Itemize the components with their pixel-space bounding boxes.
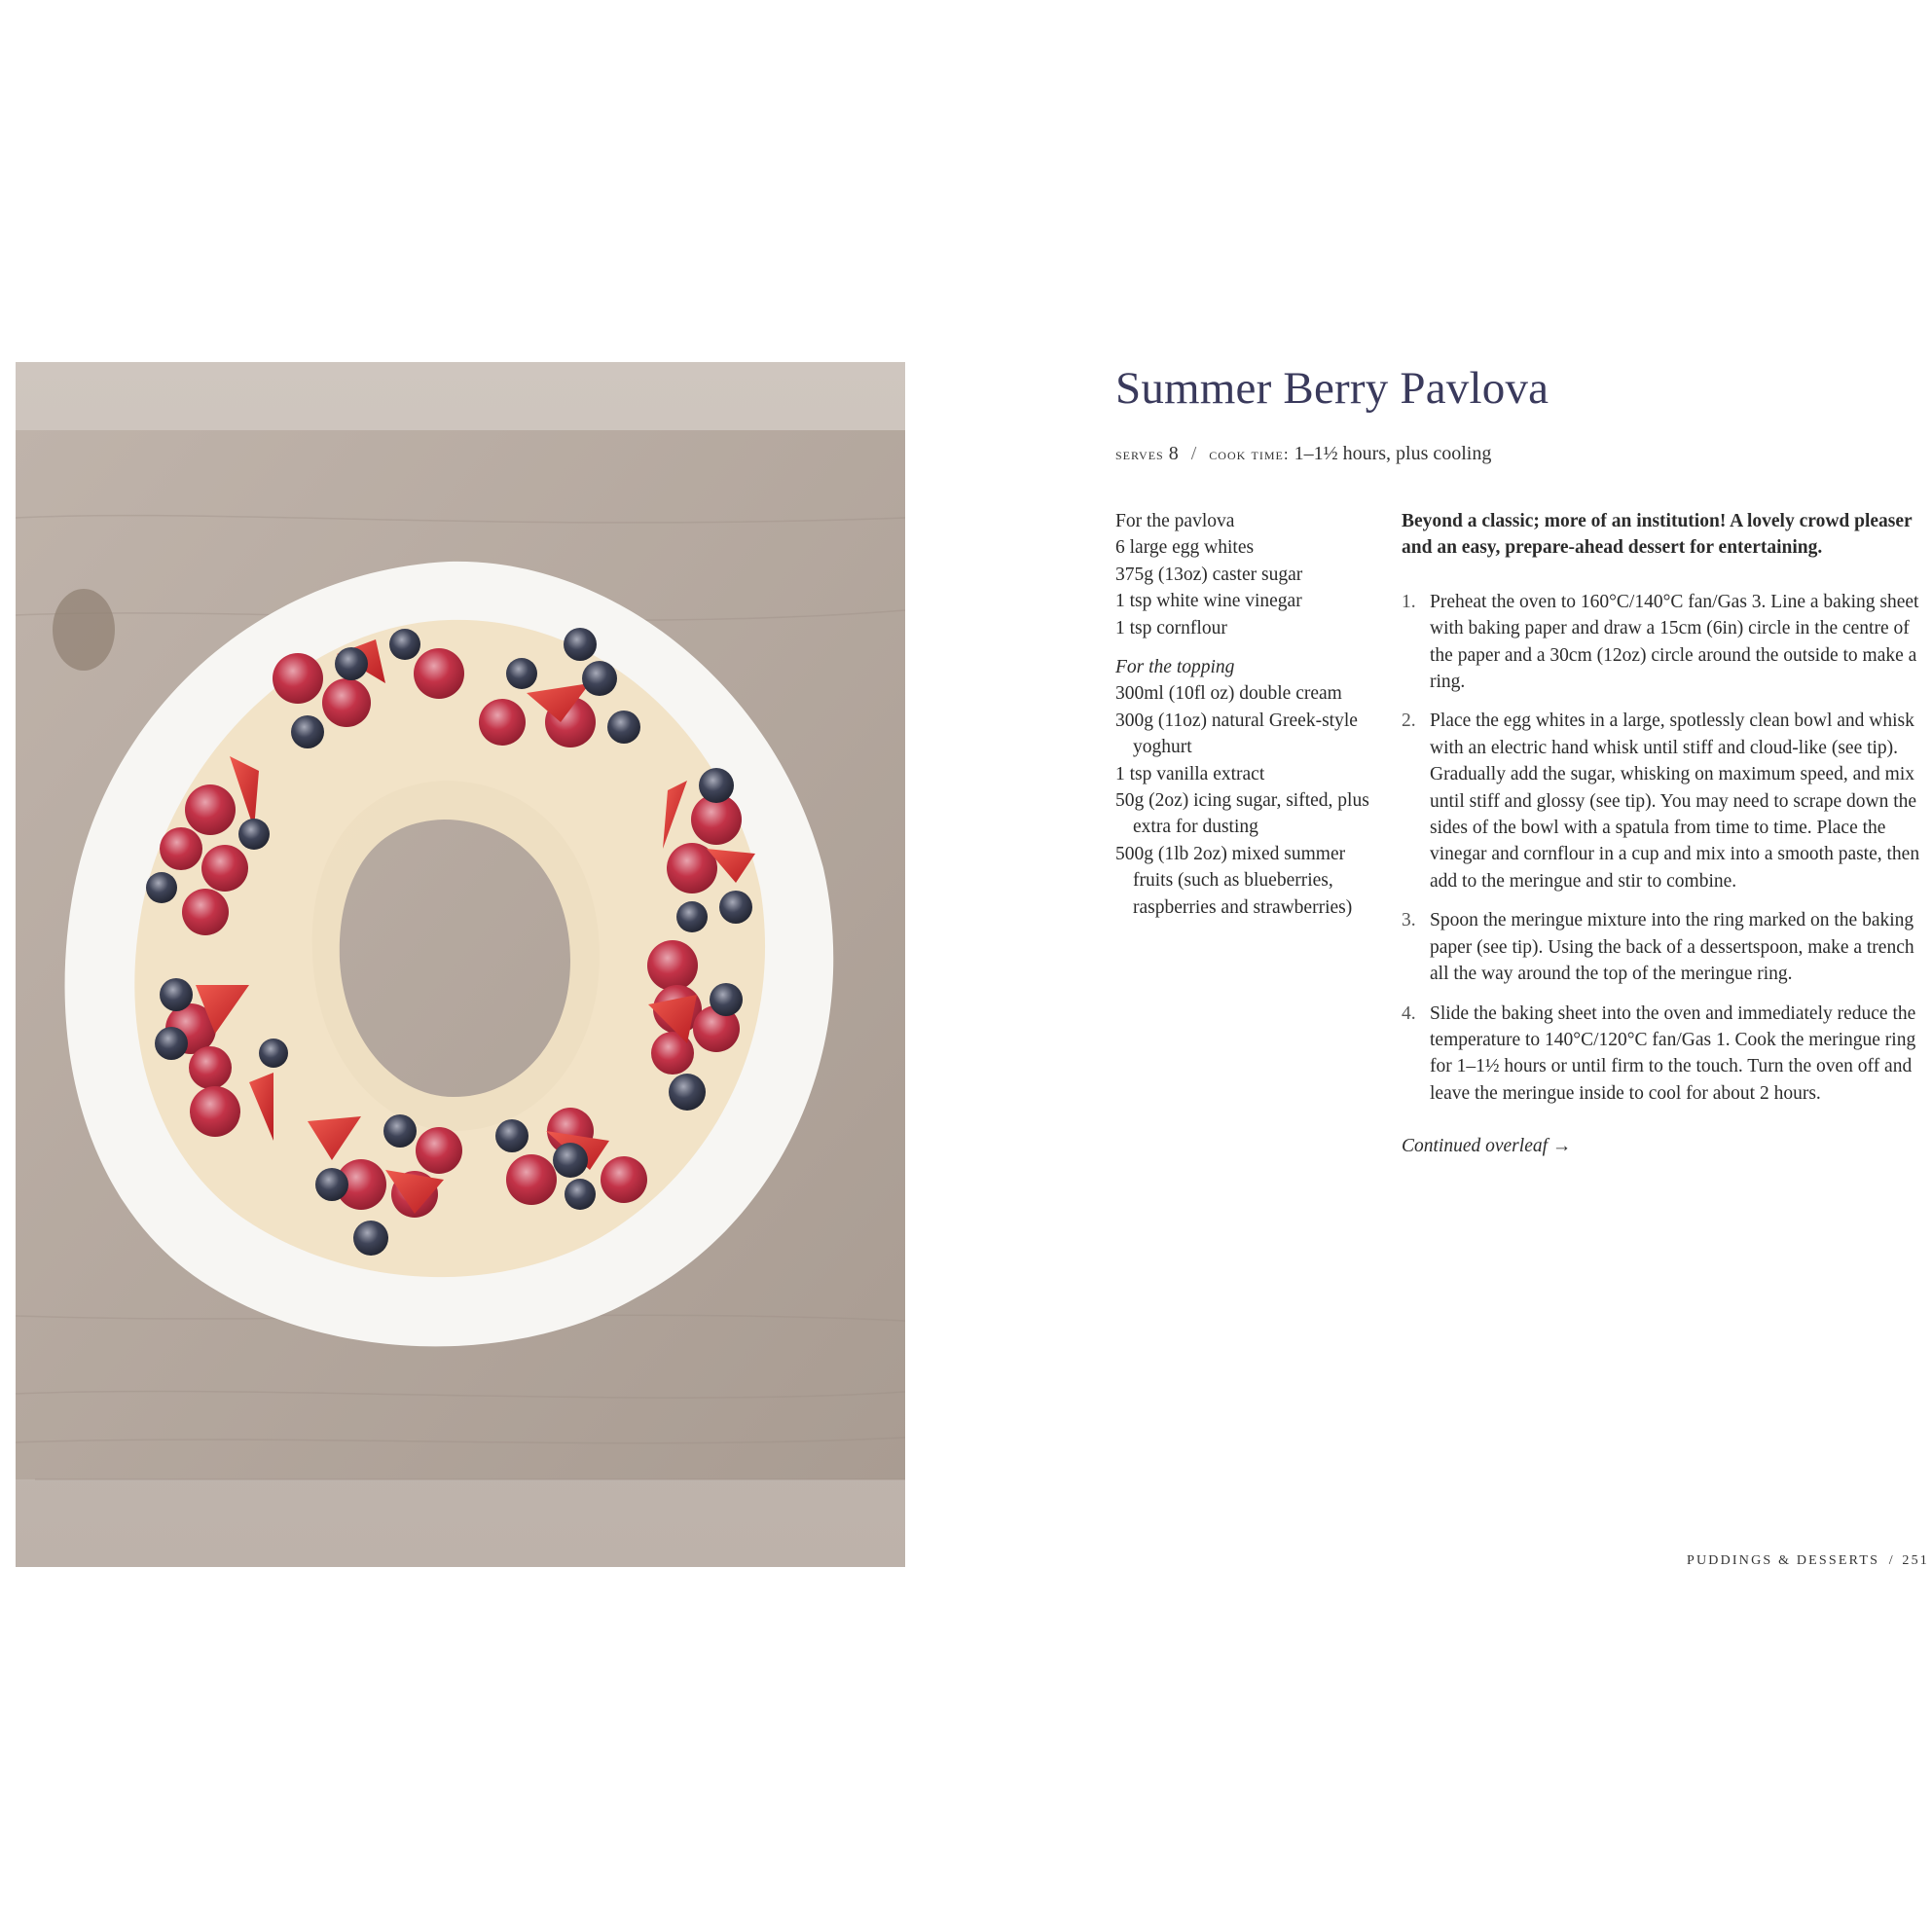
ingredient-group-topping (1115, 654, 1378, 921)
footer-separator: / (1888, 1553, 1893, 1568)
blueberry (565, 1179, 596, 1210)
raspberry (189, 1046, 232, 1089)
ingredients-list (1115, 508, 1378, 933)
blueberry (669, 1074, 706, 1111)
method-step (1402, 589, 1927, 696)
raspberry (414, 648, 464, 699)
serves-label: serves (1115, 445, 1164, 463)
ingredient-group-pavlova (1115, 508, 1378, 641)
raspberry (160, 827, 202, 870)
ingredient-group-heading: For the topping (1115, 657, 1235, 678)
page-footer (1687, 1553, 1929, 1569)
ingredient-item: 1 tsp cornflour (1115, 617, 1227, 638)
step-text: Place the egg whites in a large, spotlessly clean bowl and whisk with an electric hand whisk until stiff and cloud-like (see tip). Gradually add the sugar, whisking on maximum speed, and mix until stiff and glossy (see tip). You may need to scrape down the sides of the bowl with a spatula from time to time. Place the vinegar and cornflour in a cup and mix into a smooth paste, then add to the meringue and stir to combine. (1430, 711, 1920, 892)
serves-value: 8 (1168, 443, 1179, 464)
blueberry (607, 711, 640, 744)
ingredient-item: 1 tsp vanilla extract (1115, 763, 1265, 784)
pavlova-photo (16, 362, 905, 1567)
cook-time-label: cook time: (1209, 445, 1290, 463)
blueberry (259, 1039, 288, 1068)
raspberry (322, 678, 371, 727)
raspberry (190, 1086, 240, 1137)
raspberry (273, 653, 323, 704)
blueberry (389, 629, 420, 660)
recipe-title: Summer Berry Pavlova (1115, 363, 1549, 414)
blueberry (353, 1221, 388, 1256)
method-steps (1402, 589, 1927, 1107)
blueberry (291, 715, 324, 748)
ingredient-item: 1 tsp white wine vinegar (1115, 591, 1302, 612)
raspberry (185, 784, 236, 835)
recipe-meta (1115, 443, 1491, 465)
ingredient-item: 300ml (10fl oz) double cream (1115, 683, 1342, 705)
page-number: 251 (1902, 1553, 1929, 1568)
blueberry (506, 658, 537, 689)
blueberry (553, 1143, 588, 1178)
ingredient-item: 375g (13oz) caster sugar (1115, 564, 1303, 585)
step-number: 4. (1402, 1002, 1416, 1024)
blueberry (564, 628, 597, 661)
raspberry (201, 845, 248, 892)
meta-separator: / (1190, 443, 1197, 464)
blueberry (495, 1119, 529, 1152)
ingredient-item: 6 large egg whites (1115, 537, 1255, 559)
cook-time-value: 1–1½ hours, plus cooling (1294, 443, 1492, 464)
blueberry (160, 978, 193, 1011)
ingredient-group-heading: For the pavlova (1115, 511, 1235, 531)
method-step (1402, 708, 1927, 894)
wood-knot (53, 589, 115, 671)
blueberry (582, 661, 617, 696)
raspberry (182, 889, 229, 935)
ingredient-item: 300g (11oz) natural Greek-style yoghurt (1115, 710, 1358, 758)
step-text: Slide the baking sheet into the oven and immediately reduce the temperature to 140°C/120°C fan/Gas 1. Cook the meringue ring for 1–1½ hours or until firm to the touch. Turn the oven off and leave the meringue inside to cool for about 2 hours. (1430, 1002, 1916, 1104)
blueberry (676, 901, 708, 932)
pavlova-photo-illustration (16, 362, 905, 1567)
blueberry (335, 647, 368, 680)
step-number: 1. (1402, 591, 1416, 612)
continued-overleaf-note: Continued overleaf → (1402, 1136, 1572, 1157)
blueberry (710, 983, 743, 1016)
blueberry (238, 819, 270, 850)
blueberry (699, 768, 734, 803)
step-text: Preheat the oven to 160°C/140°C fan/Gas 3. Line a baking sheet with baking paper and draw a 15cm (6in) circle in the centre of the paper and a 30cm (12oz) circle around the outside to make a ring. (1430, 591, 1919, 693)
raspberry (601, 1156, 647, 1203)
step-number: 2. (1402, 711, 1416, 732)
recipe-intro: Beyond a classic; more of an institution! A lovely crowd pleaser and an easy, prepare-ahead dessert for entertaining. (1402, 511, 1913, 559)
ingredient-item: 50g (2oz) icing sugar, sifted, plus extra for dusting (1115, 790, 1369, 838)
raspberry (416, 1127, 462, 1174)
raspberry (506, 1154, 557, 1205)
blueberry (155, 1027, 188, 1060)
blueberry (146, 872, 177, 903)
raspberry (647, 940, 698, 991)
blueberry (315, 1168, 348, 1201)
blueberry (719, 891, 752, 924)
step-number: 3. (1402, 910, 1416, 931)
raspberry (479, 699, 526, 746)
section-name: PUDDINGS & DESSERTS (1686, 1553, 1880, 1568)
step-text: Spoon the meringue mixture into the ring marked on the baking paper (see tip). Using the back of a dessertspoon, make a trench all the way around the top of the meringue ring. (1430, 910, 1914, 985)
method-step (1402, 1001, 1927, 1108)
method-step (1402, 907, 1927, 987)
method-section (1402, 508, 1927, 1160)
ingredient-item: 500g (1lb 2oz) mixed summer fruits (such as blueberries, raspberries and strawberries) (1115, 843, 1353, 918)
blueberry (383, 1114, 417, 1148)
